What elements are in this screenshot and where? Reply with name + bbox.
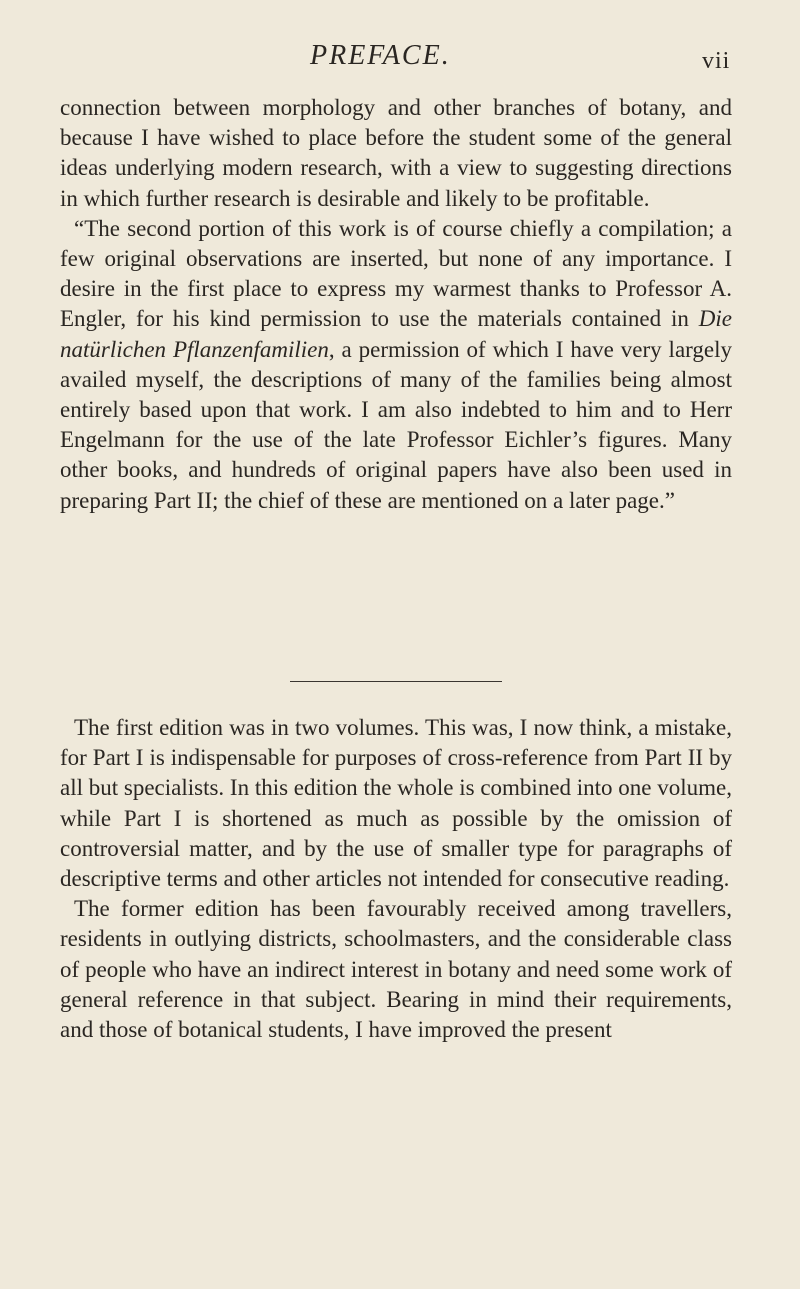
- running-title: PREFACE.: [310, 40, 451, 71]
- paragraph: [60, 214, 732, 516]
- paragraph-text: , a permission of which I have very largely availed myself, the descriptions of many of the families being almost entirely based upon that work. I am also indebted to him and to Herr Engelmann for the use of the late Professor Eichler’s figures. Many other books, and hundreds of original papers have also been used in preparing Part II; the chief of these are mentioned on a later page.”: [60, 336, 732, 513]
- paragraph: connection between morphology and other branches of botany, and because I have wished to place before the student some of the general ideas underlying modern research, with a view to suggesting directions in which further research is desirable and likely to be profitable.: [60, 95, 732, 211]
- book-title: Die natürlichen Pflanzenfamilien: [60, 306, 732, 362]
- new-preface: [60, 713, 732, 1045]
- paragraph: The first edition was in two volumes. This was, I now think, a mistake, for Part I is indispensable for purposes of cross-reference from Part II by all but specialists. In this edition the whole is combined into one volume, while Part I is shortened as much as possible by the omission of controversial matter, and by the use of smaller type for paragraphs of descriptive terms and other articles not intended for consecutive reading.: [60, 715, 733, 892]
- quoted-preface: [60, 93, 732, 516]
- page-number: vii: [702, 48, 731, 74]
- section-divider: [290, 681, 502, 682]
- paragraph-text: “The second portion of this work is of course chiefly a compilation; a few original observations are inserted, but none of any importance. I desire in the first place to express my warmest thanks to Professor A. Engler, for his kind permission to use the materials contained in: [60, 215, 732, 332]
- paragraph: The former edition has been favourably received among travellers, residents in outlying districts, schoolmasters, and the considerable class of people who have an indirect interest in botany and need some work of general reference in that subject. Bearing in mind their requirements, and those of botanical students, I have improved the present: [60, 896, 732, 1043]
